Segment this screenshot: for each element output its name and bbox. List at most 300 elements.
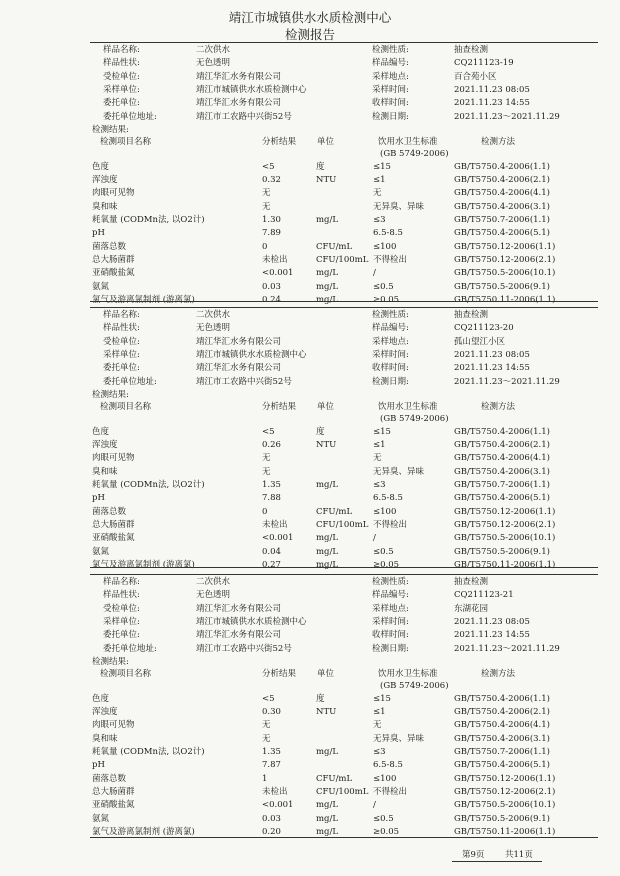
- cell-unit: NTU: [316, 440, 337, 451]
- table-row: [0, 719, 620, 731]
- cell-item: 氨氮: [92, 281, 110, 292]
- cell-unit: 度: [316, 426, 325, 437]
- cell-unit: mg/L: [316, 281, 339, 292]
- table-row: [0, 759, 620, 771]
- cell-unit: mg/L: [316, 268, 339, 279]
- cell-item: 氨氮: [92, 813, 110, 824]
- table-row: [0, 786, 620, 798]
- cell-method: GB/T5750.12-2006(2.1): [454, 519, 556, 530]
- cell-item: 总大肠菌群: [92, 786, 135, 797]
- col-header-unit: 单位: [317, 401, 335, 412]
- cell-method: GB/T5750.4-2006(5.1): [454, 228, 550, 239]
- cell-item: 肉眼可见物: [92, 188, 135, 199]
- col-header-standard: 饮用水卫生标准: [378, 401, 438, 412]
- cell-unit: CFU/mL: [316, 241, 353, 252]
- cell-method: GB/T5750.12-2006(1.1): [454, 241, 556, 252]
- label-test-date: 检测日期:: [372, 643, 409, 654]
- cell-result: <5: [262, 693, 275, 704]
- header-row: [0, 97, 620, 109]
- cell-unit: mg/L: [316, 826, 339, 837]
- cell-item: 菌落总数: [92, 773, 127, 784]
- table-row: [0, 826, 620, 838]
- cell-item: 浑浊度: [92, 440, 118, 451]
- header-row: [0, 336, 620, 348]
- cell-item: 亚硝酸盐氮: [92, 800, 135, 811]
- cell-method: GB/T5750.7-2006(1.1): [454, 480, 550, 490]
- section-top-rule: [90, 307, 598, 308]
- label-sample-no: 样品编号:: [372, 323, 409, 334]
- cell-item: 氯气及游离氯制剂 (游离氯): [92, 559, 195, 570]
- label-test-nature: 检测性质:: [372, 577, 409, 587]
- value-receiving-time: 2021.11.23 14:55: [454, 98, 530, 109]
- table-row: [0, 227, 620, 239]
- header-row: [0, 589, 620, 601]
- cell-standard: 6.5-8.5: [373, 228, 403, 239]
- col-header-result: 分析结果: [262, 136, 297, 147]
- cell-result: 7.89: [262, 228, 281, 239]
- section-bottom-rule: [90, 567, 598, 568]
- cell-standard: 6.5-8.5: [373, 760, 403, 771]
- cell-standard: ≤3: [373, 747, 386, 757]
- cell-standard: 不得检出: [373, 519, 408, 530]
- col-header-method: 检测方法: [481, 668, 516, 679]
- cell-unit: mg/L: [316, 294, 339, 305]
- table-row: [0, 733, 620, 745]
- cell-method: GB/T5750.4-2006(2.1): [454, 440, 550, 451]
- col-header-standard-code: (GB 5749-2006): [380, 413, 449, 424]
- label-inspected-unit: 受检单位:: [103, 336, 140, 347]
- col-header-item: 检测项目名称: [100, 401, 152, 412]
- header-row: [0, 57, 620, 69]
- cell-item: pH: [92, 760, 105, 771]
- cell-unit: CFU/100mL: [316, 254, 369, 265]
- table-row: [0, 426, 620, 438]
- header-row: [0, 309, 620, 321]
- value-inspected-unit: 靖江华汇水务有限公司: [196, 336, 282, 347]
- cell-item: 亚硝酸盐氮: [92, 268, 135, 279]
- value-inspected-unit: 靖江华汇水务有限公司: [196, 603, 282, 614]
- label-entrusting-unit: 委托单位:: [103, 363, 140, 374]
- cell-result: 7.88: [262, 493, 281, 504]
- cell-method: GB/T5750.4-2006(4.1): [454, 453, 550, 464]
- header-row: [0, 643, 620, 655]
- label-sample-no: 样品编号:: [372, 58, 409, 69]
- cell-method: GB/T5750.4-2006(1.1): [454, 161, 550, 172]
- cell-standard: ≤3: [373, 215, 386, 225]
- header-row: [0, 629, 620, 641]
- cell-unit: 度: [316, 161, 325, 172]
- value-sampling-unit: 靖江市城镇供水水质检测中心: [196, 616, 307, 627]
- value-sample-name: 二次供水: [196, 310, 231, 320]
- cell-result: 0.27: [262, 559, 281, 570]
- table-row: [0, 241, 620, 253]
- label-sample-name: 样品名称:: [103, 310, 140, 320]
- label-inspected-unit: 受检单位:: [103, 603, 140, 614]
- cell-standard: ≤15: [373, 161, 391, 172]
- header-row: [0, 349, 620, 361]
- cell-method: GB/T5750.11-2006(1.1): [454, 294, 556, 305]
- cell-result: 1.30: [262, 215, 281, 225]
- cell-item: 臭和味: [92, 733, 118, 744]
- label-entrusting-address: 委托单位地址:: [103, 111, 157, 122]
- label-receiving-time: 收样时间:: [372, 630, 409, 641]
- label-entrusting-address: 委托单位地址:: [103, 643, 157, 654]
- cell-method: GB/T5750.12-2006(2.1): [454, 786, 556, 797]
- cell-item: 耗氧量 (CODMn法, 以O2计): [92, 215, 205, 225]
- cell-item: 菌落总数: [92, 241, 127, 252]
- table-row: [0, 161, 620, 173]
- cell-method: GB/T5750.4-2006(1.1): [454, 693, 550, 704]
- table-row: [0, 813, 620, 825]
- table-row: [0, 799, 620, 811]
- cell-unit: mg/L: [316, 813, 339, 824]
- label-sampling-place: 采样地点:: [372, 71, 409, 82]
- label-sample-nature: 样品性状:: [103, 323, 140, 334]
- cell-result: 未检出: [262, 254, 288, 265]
- table-row: [0, 479, 620, 491]
- cell-standard: ≤100: [373, 773, 397, 784]
- cell-result: 无: [262, 733, 271, 744]
- header-row: [0, 322, 620, 334]
- cell-standard: ≤3: [373, 480, 386, 490]
- cell-method: GB/T5750.4-2006(2.1): [454, 707, 550, 718]
- cell-standard: ≥0.05: [373, 826, 400, 837]
- col-header-item: 检测项目名称: [100, 668, 152, 679]
- page-total: 共11页: [505, 850, 533, 860]
- cell-unit: mg/L: [316, 747, 339, 757]
- value-sampling-unit: 靖江市城镇供水水质检测中心: [196, 349, 307, 360]
- cell-result: 0.26: [262, 440, 281, 451]
- table-row: [0, 559, 620, 571]
- cell-method: GB/T5750.7-2006(1.1): [454, 215, 550, 225]
- cell-item: 菌落总数: [92, 506, 127, 517]
- label-test-date: 检测日期:: [372, 376, 409, 387]
- cell-unit: mg/L: [316, 559, 339, 570]
- cell-item: 色度: [92, 426, 110, 437]
- cell-item: 氨氮: [92, 546, 110, 557]
- col-header-result: 分析结果: [262, 401, 297, 412]
- cell-standard: ≤100: [373, 506, 397, 517]
- label-entrusting-unit: 委托单位:: [103, 630, 140, 641]
- col-header-method: 检测方法: [481, 136, 516, 147]
- label-entrusting-address: 委托单位地址:: [103, 376, 157, 387]
- table-row: [0, 267, 620, 279]
- footer-rule: [452, 861, 542, 862]
- section-bottom-rule: [90, 301, 598, 302]
- cell-result: 1: [262, 773, 268, 784]
- value-sampling-place: 东湖花园: [454, 603, 489, 614]
- results-label: 检测结果:: [92, 124, 129, 135]
- cell-result: <0.001: [262, 268, 294, 279]
- value-entrusting-unit: 靖江华汇水务有限公司: [196, 363, 282, 374]
- cell-result: 无: [262, 720, 271, 731]
- value-test-date: 2021.11.23～2021.11.29: [454, 376, 560, 387]
- label-sampling-unit: 采样单位:: [103, 616, 140, 627]
- cell-method: GB/T5750.4-2006(1.1): [454, 426, 550, 437]
- table-row: [0, 174, 620, 186]
- value-inspected-unit: 靖江华汇水务有限公司: [196, 71, 282, 82]
- cell-method: GB/T5750.7-2006(1.1): [454, 747, 550, 757]
- cell-standard: ≤0.5: [373, 281, 394, 292]
- value-test-date: 2021.11.23～2021.11.29: [454, 111, 560, 122]
- section-top-rule: [90, 42, 598, 43]
- header-row: [0, 111, 620, 123]
- label-receiving-time: 收样时间:: [372, 98, 409, 109]
- cell-method: GB/T5750.4-2006(5.1): [454, 760, 550, 771]
- cell-method: GB/T5750.5-2006(9.1): [454, 281, 550, 292]
- table-row: [0, 519, 620, 531]
- cell-method: GB/T5750.4-2006(3.1): [454, 466, 550, 477]
- cell-standard: 无异臭、异味: [373, 466, 425, 477]
- col-header-item: 检测项目名称: [100, 136, 152, 147]
- value-test-date: 2021.11.23～2021.11.29: [454, 643, 560, 654]
- cell-result: 0.20: [262, 826, 281, 837]
- value-entrusting-address: 靖江市工农路中兴街52号: [196, 643, 292, 654]
- value-sample-name: 二次供水: [196, 45, 231, 55]
- cell-result: 0.04: [262, 546, 281, 557]
- cell-result: <0.001: [262, 800, 294, 811]
- label-sample-nature: 样品性状:: [103, 590, 140, 601]
- cell-method: GB/T5750.5-2006(10.1): [454, 800, 556, 811]
- column-header-row: [0, 401, 620, 413]
- cell-standard: ≤1: [373, 707, 386, 718]
- label-receiving-time: 收样时间:: [372, 363, 409, 374]
- cell-unit: mg/L: [316, 533, 339, 544]
- page-number: 第9页: [462, 850, 485, 860]
- cell-method: GB/T5750.4-2006(4.1): [454, 720, 550, 731]
- table-row: [0, 693, 620, 705]
- label-inspected-unit: 受检单位:: [103, 71, 140, 82]
- cell-unit: NTU: [316, 707, 337, 718]
- value-sample-no: CQ211123-20: [454, 323, 514, 334]
- section-top-rule: [90, 574, 598, 575]
- cell-unit: NTU: [316, 175, 337, 186]
- table-row: [0, 706, 620, 718]
- value-sampling-unit: 靖江市城镇供水水质检测中心: [196, 84, 307, 95]
- cell-unit: 度: [316, 693, 325, 704]
- header-row: [0, 576, 620, 588]
- cell-method: GB/T5750.4-2006(3.1): [454, 201, 550, 212]
- cell-item: 肉眼可见物: [92, 720, 135, 731]
- label-sample-name: 样品名称:: [103, 577, 140, 587]
- table-row: [0, 492, 620, 504]
- col-header-standard: 饮用水卫生标准: [378, 136, 438, 147]
- cell-method: GB/T5750.4-2006(4.1): [454, 188, 550, 199]
- table-row: [0, 439, 620, 451]
- value-sample-nature: 无色透明: [196, 323, 231, 334]
- col-header-unit: 单位: [317, 668, 335, 679]
- cell-result: 无: [262, 188, 271, 199]
- table-row: [0, 466, 620, 478]
- cell-unit: CFU/mL: [316, 506, 353, 517]
- header-row: [0, 362, 620, 374]
- cell-standard: 无: [373, 720, 382, 731]
- header-row: [0, 603, 620, 615]
- value-entrusting-unit: 靖江华汇水务有限公司: [196, 98, 282, 109]
- table-row: [0, 452, 620, 464]
- label-test-nature: 检测性质:: [372, 45, 409, 55]
- label-test-nature: 检测性质:: [372, 310, 409, 320]
- cell-item: 总大肠菌群: [92, 519, 135, 530]
- cell-item: 氯气及游离氯制剂 (游离氯): [92, 826, 195, 837]
- label-sampling-time: 采样时间:: [372, 349, 409, 360]
- cell-standard: ≥0.05: [373, 559, 400, 570]
- cell-standard: 无: [373, 188, 382, 199]
- cell-result: 0.24: [262, 294, 281, 305]
- value-test-nature: 抽查检测: [454, 310, 489, 320]
- cell-result: 0.03: [262, 281, 281, 292]
- cell-item: 色度: [92, 693, 110, 704]
- cell-item: 氯气及游离氯制剂 (游离氯): [92, 294, 195, 305]
- cell-standard: ≤15: [373, 426, 391, 437]
- cell-item: pH: [92, 228, 105, 239]
- cell-item: 色度: [92, 161, 110, 172]
- label-sampling-unit: 采样单位:: [103, 349, 140, 360]
- results-label: 检测结果:: [92, 389, 129, 400]
- cell-result: <5: [262, 426, 275, 437]
- table-row: [0, 214, 620, 226]
- table-row: [0, 281, 620, 293]
- cell-method: GB/T5750.12-2006(1.1): [454, 773, 556, 784]
- value-entrusting-address: 靖江市工农路中兴街52号: [196, 111, 292, 122]
- label-sampling-time: 采样时间:: [372, 616, 409, 627]
- cell-standard: 不得检出: [373, 786, 408, 797]
- label-sampling-place: 采样地点:: [372, 336, 409, 347]
- cell-method: GB/T5750.5-2006(10.1): [454, 533, 556, 544]
- table-row: [0, 294, 620, 306]
- cell-method: GB/T5750.4-2006(3.1): [454, 733, 550, 744]
- cell-item: pH: [92, 493, 105, 504]
- cell-result: 0.32: [262, 175, 281, 186]
- cell-method: GB/T5750.5-2006(9.1): [454, 546, 550, 557]
- label-sample-nature: 样品性状:: [103, 58, 140, 69]
- cell-result: 无: [262, 201, 271, 212]
- cell-unit: CFU/100mL: [316, 519, 369, 530]
- cell-unit: mg/L: [316, 546, 339, 557]
- cell-method: GB/T5750.11-2006(1.1): [454, 826, 556, 837]
- cell-standard: ≤1: [373, 440, 386, 451]
- value-sampling-place: 百合苑小区: [454, 71, 497, 82]
- label-entrusting-unit: 委托单位:: [103, 98, 140, 109]
- cell-item: 耗氧量 (CODMn法, 以O2计): [92, 747, 205, 757]
- cell-item: 亚硝酸盐氮: [92, 533, 135, 544]
- cell-standard: ≤15: [373, 693, 391, 704]
- cell-standard: ≤1: [373, 175, 386, 186]
- cell-standard: 无异臭、异味: [373, 201, 425, 212]
- value-test-nature: 抽查检测: [454, 45, 489, 55]
- cell-method: GB/T5750.5-2006(9.1): [454, 813, 550, 824]
- cell-standard: /: [373, 533, 376, 544]
- col-header-standard: 饮用水卫生标准: [378, 668, 438, 679]
- value-entrusting-address: 靖江市工农路中兴街52号: [196, 376, 292, 387]
- value-sample-name: 二次供水: [196, 577, 231, 587]
- cell-method: GB/T5750.11-2006(1.1): [454, 559, 556, 570]
- column-header-row: [0, 668, 620, 680]
- cell-standard: 无: [373, 453, 382, 464]
- cell-standard: 无异臭、异味: [373, 733, 425, 744]
- value-sampling-time: 2021.11.23 08:05: [454, 616, 530, 627]
- label-sample-no: 样品编号:: [372, 590, 409, 601]
- cell-unit: CFU/100mL: [316, 786, 369, 797]
- cell-unit: CFU/mL: [316, 773, 353, 784]
- cell-method: GB/T5750.5-2006(10.1): [454, 268, 556, 279]
- cell-result: 无: [262, 466, 271, 477]
- cell-item: 浑浊度: [92, 175, 118, 186]
- cell-item: 浑浊度: [92, 707, 118, 718]
- cell-standard: 不得检出: [373, 254, 408, 265]
- value-receiving-time: 2021.11.23 14:55: [454, 363, 530, 374]
- col-header-standard-code: (GB 5749-2006): [380, 148, 449, 159]
- cell-item: 肉眼可见物: [92, 453, 135, 464]
- cell-method: GB/T5750.4-2006(5.1): [454, 493, 550, 504]
- cell-result: 7.87: [262, 760, 281, 771]
- col-header-result: 分析结果: [262, 668, 297, 679]
- value-sampling-place: 孤山望江小区: [454, 336, 506, 347]
- header-row: [0, 71, 620, 83]
- cell-result: 0: [262, 506, 268, 517]
- value-entrusting-unit: 靖江华汇水务有限公司: [196, 630, 282, 641]
- label-sampling-unit: 采样单位:: [103, 84, 140, 95]
- value-test-nature: 抽查检测: [454, 577, 489, 587]
- cell-result: 1.35: [262, 747, 281, 757]
- table-row: [0, 254, 620, 266]
- value-sampling-time: 2021.11.23 08:05: [454, 84, 530, 95]
- cell-method: GB/T5750.12-2006(2.1): [454, 254, 556, 265]
- value-sample-nature: 无色透明: [196, 590, 231, 601]
- table-row: [0, 546, 620, 558]
- cell-standard: ≥0.05: [373, 294, 400, 305]
- cell-result: <5: [262, 161, 275, 172]
- column-header-row: [0, 136, 620, 148]
- label-sampling-place: 采样地点:: [372, 603, 409, 614]
- cell-unit: mg/L: [316, 480, 339, 490]
- cell-method: GB/T5750.12-2006(1.1): [454, 506, 556, 517]
- section-bottom-rule: [90, 837, 598, 838]
- value-sample-no: CQ211123-21: [454, 590, 514, 601]
- header-row: [0, 44, 620, 56]
- report-title: 靖江市城镇供水水质检测中心: [228, 10, 392, 25]
- cell-result: 0.30: [262, 707, 281, 718]
- cell-result: 无: [262, 453, 271, 464]
- value-receiving-time: 2021.11.23 14:55: [454, 630, 530, 641]
- cell-item: 耗氧量 (CODMn法, 以O2计): [92, 480, 205, 490]
- cell-standard: 6.5-8.5: [373, 493, 403, 504]
- col-header-method: 检测方法: [481, 401, 516, 412]
- col-header-unit: 单位: [317, 136, 335, 147]
- cell-item: 臭和味: [92, 201, 118, 212]
- table-row: [0, 187, 620, 199]
- cell-item: 臭和味: [92, 466, 118, 477]
- cell-standard: /: [373, 800, 376, 811]
- table-row: [0, 532, 620, 544]
- value-sampling-time: 2021.11.23 08:05: [454, 349, 530, 360]
- cell-result: 未检出: [262, 519, 288, 530]
- header-row: [0, 616, 620, 628]
- label-sample-name: 样品名称:: [103, 45, 140, 55]
- cell-result: 1.35: [262, 480, 281, 490]
- cell-unit: mg/L: [316, 215, 339, 225]
- value-sample-no: CQ211123-19: [454, 58, 514, 69]
- label-sampling-time: 采样时间:: [372, 84, 409, 95]
- cell-unit: mg/L: [316, 800, 339, 811]
- report-subtitle: 检测报告: [284, 27, 335, 42]
- label-test-date: 检测日期:: [372, 111, 409, 122]
- col-header-standard-code: (GB 5749-2006): [380, 680, 449, 691]
- cell-result: 0: [262, 241, 268, 252]
- cell-result: <0.001: [262, 533, 294, 544]
- header-row: [0, 376, 620, 388]
- results-label: 检测结果:: [92, 656, 129, 667]
